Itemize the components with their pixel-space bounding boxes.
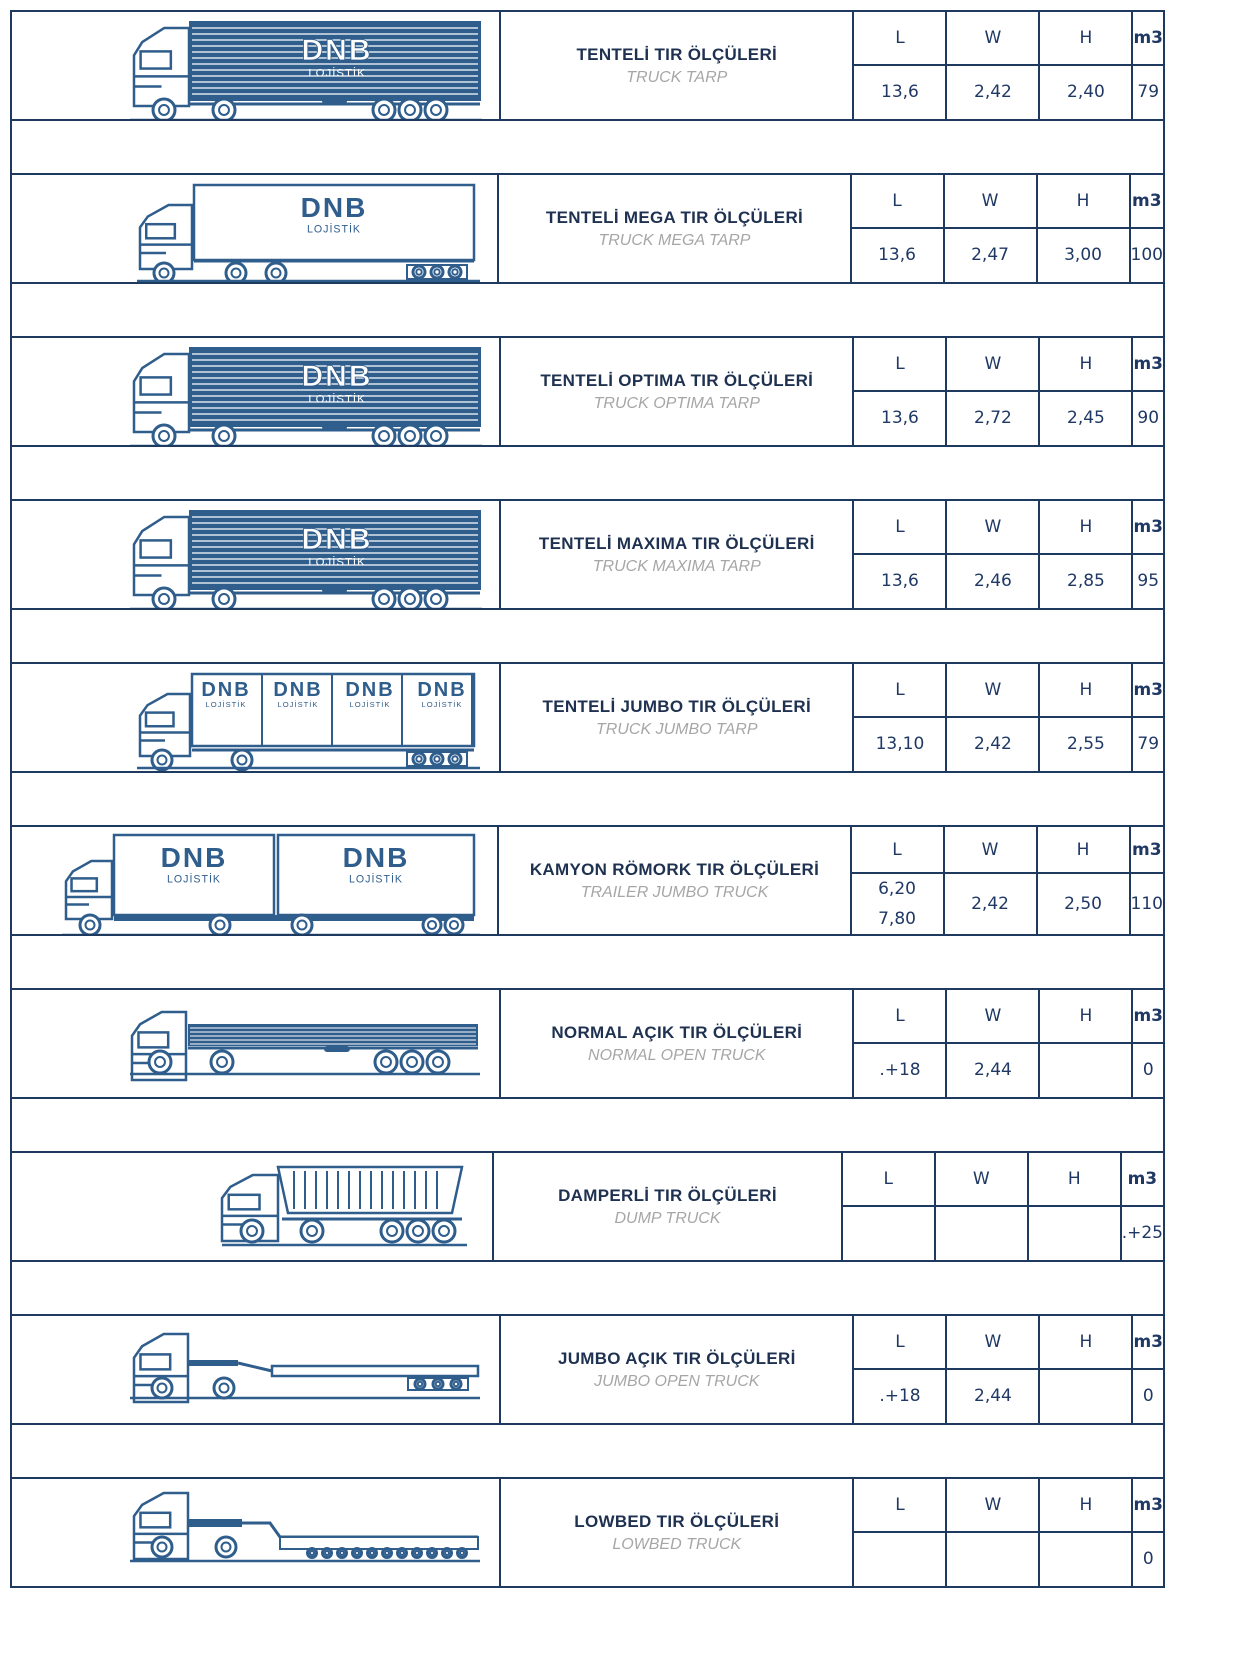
height-value: 3,00 xyxy=(1038,229,1131,283)
truck-title-tr: TENTELİ TIR ÖLÇÜLERİ xyxy=(576,44,778,64)
volume-value: 0 xyxy=(1142,1060,1154,1081)
svg-text:DNB: DNB xyxy=(345,679,395,701)
truck-image-cell xyxy=(12,338,501,445)
row-separator xyxy=(10,121,1165,175)
truck-row xyxy=(10,338,1165,447)
width-value xyxy=(936,1207,1029,1261)
truck-image-cell xyxy=(12,1316,501,1423)
length-value: 13,10 xyxy=(854,718,947,772)
truck-image-cell xyxy=(12,1479,501,1586)
height-value xyxy=(1029,1207,1122,1261)
truck-image-cell xyxy=(12,175,499,282)
dimensions-grid xyxy=(854,1479,1163,1586)
header-volume: m3 xyxy=(1131,827,1163,874)
header-width: W xyxy=(947,12,1040,66)
svg-text:LOJİSTİK: LOJİSTİK xyxy=(306,223,362,236)
dimensions-grid xyxy=(854,12,1163,119)
header-height: H xyxy=(1040,12,1133,66)
truck-title-tr: TENTELİ MEGA TIR ÖLÇÜLERİ xyxy=(545,207,804,227)
width-value: 2,42 xyxy=(945,874,1038,934)
truck-title-tr: TENTELİ OPTIMA TIR ÖLÇÜLERİ xyxy=(540,370,814,390)
header-width: W xyxy=(947,501,1040,555)
width-value xyxy=(947,1533,1040,1587)
header-length: L xyxy=(854,12,947,66)
svg-text:LOJİSTİK: LOJİSTİK xyxy=(277,700,319,709)
truck-title-cell xyxy=(501,338,854,445)
height-value: 2,50 xyxy=(1038,874,1131,934)
truck-title-cell xyxy=(499,175,851,282)
svg-text:LOJİSTİK: LOJİSTİK xyxy=(166,873,222,886)
truck-lowbed-illustration xyxy=(12,1479,500,1586)
header-height: H xyxy=(1029,1153,1122,1207)
header-volume: m3 xyxy=(1133,1316,1163,1370)
header-volume: m3 xyxy=(1133,990,1163,1044)
truck-mega-illustration xyxy=(12,175,500,282)
row-separator xyxy=(10,1099,1165,1153)
header-length: L xyxy=(843,1153,936,1207)
length-value: 13,6 xyxy=(852,229,945,283)
length-value: .+18 xyxy=(854,1044,947,1098)
truck-row xyxy=(10,1316,1165,1425)
truck-title-cell xyxy=(501,1316,854,1423)
truck-title-cell xyxy=(501,501,854,608)
header-height: H xyxy=(1040,990,1133,1044)
row-separator xyxy=(10,773,1165,827)
height-value xyxy=(1040,1370,1133,1424)
header-length: L xyxy=(854,1316,947,1370)
length-value: 13,6 xyxy=(854,555,947,609)
truck-title-en: TRUCK OPTIMA TARP xyxy=(593,394,760,412)
dimensions-grid xyxy=(854,1316,1163,1423)
height-value: 2,55 xyxy=(1040,718,1133,772)
length-value xyxy=(852,874,945,934)
header-height: H xyxy=(1040,664,1133,718)
header-length: L xyxy=(852,175,945,229)
dimensions-grid xyxy=(854,338,1163,445)
dimensions-grid xyxy=(854,990,1163,1097)
svg-text:DNB: DNB xyxy=(201,679,251,701)
truck-jumbo-illustration xyxy=(12,664,500,771)
truck-title-en: TRUCK JUMBO TARP xyxy=(596,720,758,738)
dimensions-grid xyxy=(854,664,1163,771)
svg-text:DNB: DNB xyxy=(417,679,467,701)
length-value: .+18 xyxy=(854,1370,947,1424)
width-value: 2,47 xyxy=(945,229,1038,283)
header-height: H xyxy=(1040,1316,1133,1370)
length-value xyxy=(843,1207,936,1261)
volume-value: 100 xyxy=(1130,245,1163,266)
height-value xyxy=(1040,1533,1133,1587)
volume-value: 79 xyxy=(1137,82,1160,103)
svg-text:LOJİSTİK: LOJİSTİK xyxy=(308,67,366,80)
volume-value: 110 xyxy=(1130,894,1163,914)
svg-text:LOJİSTİK: LOJİSTİK xyxy=(421,700,463,709)
truck-row xyxy=(10,501,1165,610)
svg-text:LOJİSTİK: LOJİSTİK xyxy=(308,393,366,406)
header-volume: m3 xyxy=(1133,338,1163,392)
width-value: 2,44 xyxy=(947,1370,1040,1424)
row-separator xyxy=(10,284,1165,338)
truck-title-en: TRUCK TARP xyxy=(626,68,728,86)
header-width: W xyxy=(947,664,1040,718)
height-value: 2,40 xyxy=(1040,66,1133,120)
height-value: 2,85 xyxy=(1040,555,1133,609)
header-volume: m3 xyxy=(1122,1153,1163,1207)
length-value-1: 6,20 xyxy=(878,879,916,899)
truck-row xyxy=(10,1479,1165,1588)
header-height: H xyxy=(1038,175,1131,229)
header-length: L xyxy=(854,664,947,718)
row-separator xyxy=(10,936,1165,990)
truck-row xyxy=(10,1153,1165,1262)
header-height: H xyxy=(1040,501,1133,555)
header-length: L xyxy=(852,827,945,874)
width-value: 2,46 xyxy=(947,555,1040,609)
truck-title-tr: JUMBO AÇIK TIR ÖLÇÜLERİ xyxy=(557,1348,796,1368)
dimensions-grid xyxy=(843,1153,1163,1260)
truck-box-illustration xyxy=(12,12,500,119)
truck-image-cell xyxy=(12,827,499,934)
truck-dump-illustration xyxy=(12,1153,500,1260)
width-value: 2,72 xyxy=(947,392,1040,446)
header-volume: m3 xyxy=(1131,175,1163,229)
row-separator xyxy=(10,1262,1165,1316)
truck-title-en: TRUCK MEGA TARP xyxy=(598,231,751,249)
header-height: H xyxy=(1040,1479,1133,1533)
dimensions-grid xyxy=(854,501,1163,608)
height-value: 2,45 xyxy=(1040,392,1133,446)
header-length: L xyxy=(854,990,947,1044)
truck-trailer-illustration xyxy=(12,827,500,934)
truck-title-cell xyxy=(501,1479,854,1586)
header-volume: m3 xyxy=(1133,12,1163,66)
length-value xyxy=(854,1533,947,1587)
header-width: W xyxy=(945,827,1038,874)
volume-value: 95 xyxy=(1137,571,1160,592)
svg-text:DNB: DNB xyxy=(301,523,373,556)
svg-text:DNB: DNB xyxy=(273,679,323,701)
header-volume: m3 xyxy=(1133,664,1163,718)
truck-title-en: LOWBED TRUCK xyxy=(612,1535,742,1553)
length-value: 13,6 xyxy=(854,66,947,120)
truck-image-cell xyxy=(12,1153,494,1260)
truck-title-cell xyxy=(501,990,854,1097)
header-width: W xyxy=(947,990,1040,1044)
header-width: W xyxy=(947,338,1040,392)
header-height: H xyxy=(1038,827,1131,874)
width-value: 2,42 xyxy=(947,718,1040,772)
truck-title-en: DUMP TRUCK xyxy=(614,1209,721,1227)
header-width: W xyxy=(947,1479,1040,1533)
truck-title-cell xyxy=(494,1153,842,1260)
truck-title-tr: KAMYON RÖMORK TIR ÖLÇÜLERİ xyxy=(529,859,820,879)
truck-row xyxy=(10,10,1165,121)
volume-value: 0 xyxy=(1142,1386,1154,1407)
truck-image-cell xyxy=(12,990,501,1097)
truck-title-en: JUMBO OPEN TRUCK xyxy=(594,1372,760,1390)
truck-title-tr: DAMPERLİ TIR ÖLÇÜLERİ xyxy=(558,1185,777,1205)
truck-row xyxy=(10,664,1165,773)
row-separator xyxy=(10,1425,1165,1479)
truck-title-cell xyxy=(499,827,851,934)
height-value xyxy=(1040,1044,1133,1098)
truck-title-cell xyxy=(501,12,854,119)
volume-value: .+25 xyxy=(1121,1223,1163,1244)
truck-image-cell xyxy=(12,12,501,119)
truck-title-tr: NORMAL AÇIK TIR ÖLÇÜLERİ xyxy=(551,1022,803,1042)
svg-text:DNB: DNB xyxy=(301,34,373,67)
svg-text:LOJİSTİK: LOJİSTİK xyxy=(348,873,404,886)
header-volume: m3 xyxy=(1133,1479,1163,1533)
truck-row xyxy=(10,175,1165,284)
header-width: W xyxy=(947,1316,1040,1370)
header-height: H xyxy=(1040,338,1133,392)
row-separator xyxy=(10,447,1165,501)
header-width: W xyxy=(945,175,1038,229)
header-volume: m3 xyxy=(1133,501,1163,555)
truck-image-cell xyxy=(12,664,501,771)
truck-title-tr: LOWBED TIR ÖLÇÜLERİ xyxy=(574,1511,780,1531)
truck-open-illustration xyxy=(12,1316,500,1423)
svg-text:LOJİSTİK: LOJİSTİK xyxy=(308,556,366,569)
truck-title-en: TRAILER JUMBO TRUCK xyxy=(580,883,769,901)
truck-row xyxy=(10,990,1165,1099)
header-width: W xyxy=(936,1153,1029,1207)
row-separator xyxy=(10,610,1165,664)
truck-row xyxy=(10,827,1165,936)
svg-text:DNB: DNB xyxy=(300,192,368,223)
truck-flatbed-illustration xyxy=(12,990,500,1097)
volume-value: 0 xyxy=(1142,1549,1154,1570)
width-value: 2,42 xyxy=(947,66,1040,120)
svg-text:DNB: DNB xyxy=(301,360,373,393)
truck-title-en: NORMAL OPEN TRUCK xyxy=(588,1046,766,1064)
dimensions-grid xyxy=(852,175,1163,282)
truck-title-en: TRUCK MAXIMA TARP xyxy=(592,557,761,575)
header-length: L xyxy=(854,1479,947,1533)
truck-image-cell xyxy=(12,501,501,608)
truck-dimensions-table xyxy=(10,10,1165,1588)
length-value: 13,6 xyxy=(854,392,947,446)
truck-box-illustration xyxy=(12,501,500,608)
svg-text:DNB: DNB xyxy=(160,842,228,873)
dimensions-grid xyxy=(852,827,1163,934)
svg-text:DNB: DNB xyxy=(342,842,410,873)
header-length: L xyxy=(854,501,947,555)
truck-title-tr: TENTELİ MAXIMA TIR ÖLÇÜLERİ xyxy=(538,533,815,553)
svg-text:LOJİSTİK: LOJİSTİK xyxy=(349,700,391,709)
width-value: 2,44 xyxy=(947,1044,1040,1098)
length-value-2: 7,80 xyxy=(878,909,916,929)
truck-title-cell xyxy=(501,664,854,771)
volume-value: 79 xyxy=(1137,734,1160,755)
svg-text:LOJİSTİK: LOJİSTİK xyxy=(205,700,247,709)
volume-value: 90 xyxy=(1137,408,1160,429)
header-length: L xyxy=(854,338,947,392)
truck-box-illustration xyxy=(12,338,500,445)
truck-title-tr: TENTELİ JUMBO TIR ÖLÇÜLERİ xyxy=(542,696,811,716)
